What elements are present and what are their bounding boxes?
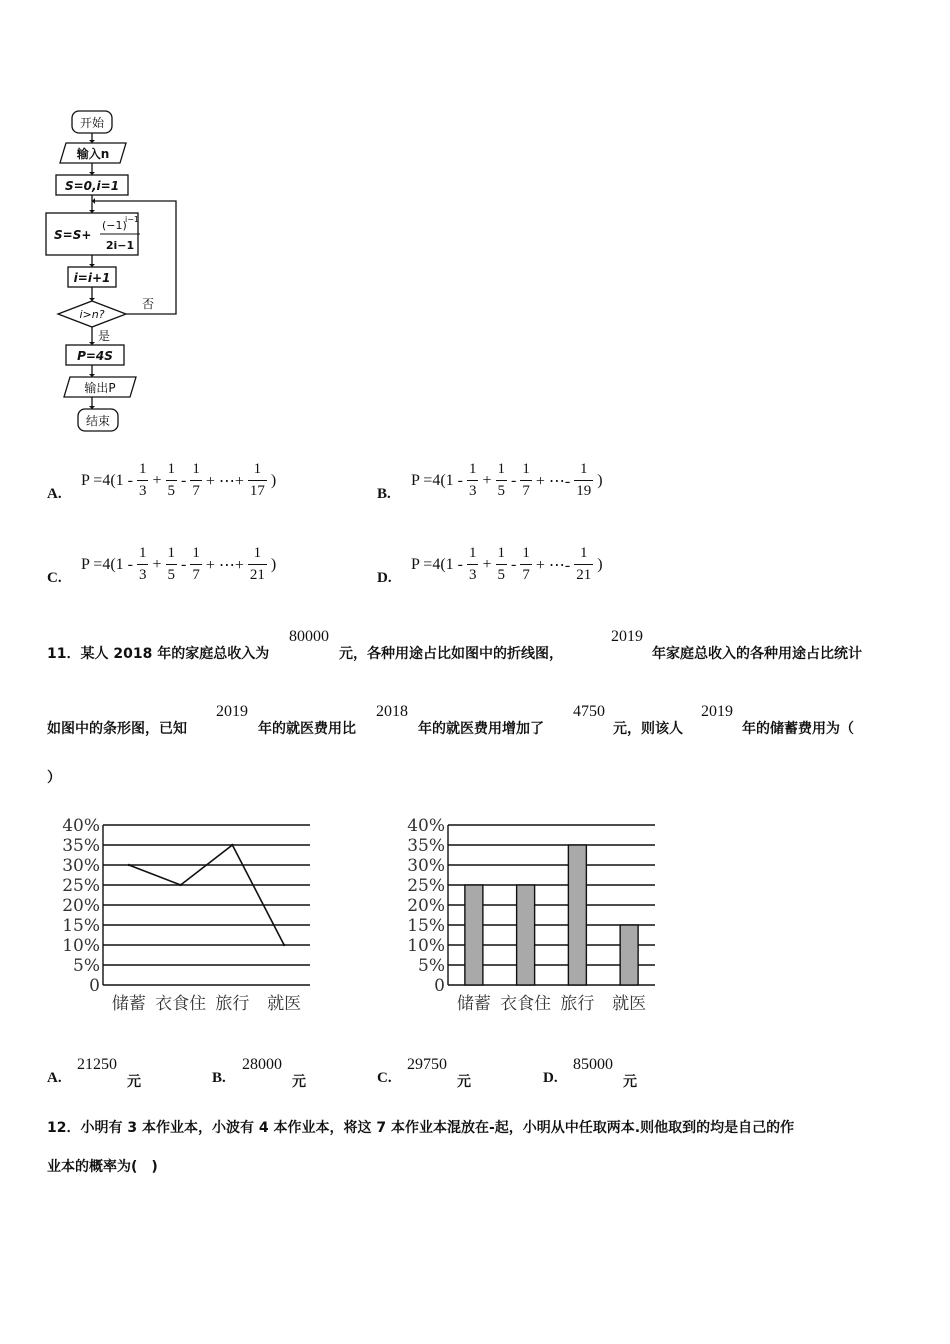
y-tick-label: 30% [407,856,445,876]
formula-operator: + [152,555,162,573]
q11-line2-n5: 4750 [573,703,605,720]
formula-operator: + ⋯- [535,556,571,574]
q11-line2-t4: 如图中的条形图，已知 [47,721,187,737]
q11-option-3-unit: 元 [623,1074,637,1090]
q11-option-1-label[interactable]: B. [212,1070,226,1086]
y-tick-label: 5% [73,956,100,976]
q10-option-3-label[interactable]: D. [377,570,392,586]
bar [517,885,535,985]
x-category-label: 储蓄 [456,994,491,1014]
x-category-label: 就医 [612,994,647,1014]
line-chart-2018 [55,815,320,1020]
q11-line2-n6: 2019 [701,703,733,720]
q11-line1-t2: 元，各种用途占比如图中的折线图， [339,646,563,662]
y-tick-label: 40% [62,816,100,836]
x-category-label: 就医 [267,994,302,1014]
q11-line3-t9: ） [47,770,61,786]
x-category-label: 旅行 [560,994,595,1014]
y-tick-label: 20% [407,896,445,916]
flow-assign: P=4S [77,349,113,363]
fraction: $\frac{1}{3}$ [468,461,477,499]
formula-operator: + [482,471,492,489]
flow-output: 输出P [84,381,116,395]
fraction: $\frac{1}{3}$ [138,545,147,583]
q11-line1-t1: 11．某人 2018 年的家庭总收入为 [47,646,270,662]
q11-line1-n1: 80000 [289,628,329,645]
q11-line2-t7: 元，则该人 [613,721,683,737]
y-tick-label: 10% [407,936,445,956]
y-tick-label: 15% [62,916,100,936]
y-tick-label: 15% [407,916,445,936]
formula-operator: - [511,471,517,489]
q11-line1-n2: 2019 [611,628,643,645]
flow-increment: i=i+1 [73,271,111,285]
fraction: $\frac{1}{19}$ [576,461,592,499]
fraction: $\frac{1}{5}$ [497,545,506,583]
q12-line2: 业本的概率为( ) [47,1159,158,1175]
fraction: $\frac{1}{7}$ [192,545,200,583]
formula-operator: + ⋯+ [205,556,244,574]
y-tick-label: 0 [89,976,100,996]
fraction: $\frac{1}{7}$ [522,461,530,499]
q11-option-1-unit: 元 [292,1074,306,1090]
q11-option-0-unit: 元 [127,1074,141,1090]
flow-update-den: 2i−1 [105,239,135,252]
q11-line2-t8: 年的储蓄费用为（ [742,721,854,737]
fraction: $\frac{1}{7}$ [192,461,200,499]
y-tick-label: 10% [62,936,100,956]
fraction: $\frac{1}{3}$ [468,545,477,583]
q11-option-0-value: 21250 [77,1056,117,1073]
q11-line2-n3: 2019 [216,703,248,720]
formula-operator: + [482,555,492,573]
formula-operator: - [511,555,517,573]
flowchart [40,105,190,440]
y-tick-label: 35% [62,836,100,856]
flow-update-left: S=S+ [54,228,92,242]
formula-operator: - [181,555,187,573]
bar-chart-2019 [400,815,665,1020]
formula-operator: + ⋯- [535,472,571,490]
y-tick-label: 25% [407,876,445,896]
fraction: $\frac{1}{17}$ [249,461,265,499]
y-tick-label: 30% [62,856,100,876]
y-tick-label: 40% [407,816,445,836]
q10-option-3-formula [409,546,605,583]
q10-option-2-label[interactable]: C. [47,570,62,586]
flow-condition: i>n? [79,308,105,321]
formula-operator: ) [597,471,603,489]
bar [620,925,638,985]
data-point [128,864,130,866]
x-category-label: 衣食住 [155,994,207,1014]
q11-option-2-label[interactable]: C. [377,1070,392,1086]
q11-option-1-value: 28000 [242,1056,282,1073]
formula-operator: ) [270,471,277,489]
q10-option-1-label[interactable]: B. [377,486,391,502]
formula-operator: + [152,471,162,489]
flow-end: 结束 [85,414,111,428]
fraction: $\frac{1}{5}$ [497,461,506,499]
q10-option-1-formula [409,462,605,499]
formula-operator: + ⋯+ [205,472,244,490]
y-tick-label: 35% [407,836,445,856]
formula-operator: - [181,471,187,489]
q11-option-3-label[interactable]: D. [543,1070,558,1086]
fraction: $\frac{1}{3}$ [138,461,147,499]
x-category-label: 旅行 [215,994,250,1014]
q11-option-0-label[interactable]: A. [47,1070,62,1086]
formula-operator: ) [270,555,277,573]
bar [568,845,586,985]
y-tick-label: 20% [62,896,100,916]
bar [465,885,483,985]
y-tick-label: 25% [62,876,100,896]
q10-option-0-label[interactable]: A. [47,486,62,502]
data-point [283,944,285,946]
q11-line2-n4: 2018 [376,703,408,720]
q11-option-2-unit: 元 [457,1074,471,1090]
formula-prefix: P =4(1 - [411,471,463,489]
flow-no-label: 否 [142,297,155,311]
q11-option-3-value: 85000 [573,1056,613,1073]
formula-prefix: P =4(1 - [411,555,463,573]
q10-option-2-formula [79,546,278,583]
fraction: $\frac{1}{7}$ [522,545,530,583]
q12-line1: 12．小明有 3 本作业本，小波有 4 本作业本，将这 7 本作业本混放在-起，小明从中任取两本.则他取到的均是自己的作 [47,1120,795,1136]
fraction: $\frac{1}{21}$ [249,545,265,583]
fraction: $\frac{1}{5}$ [167,545,176,583]
q11-line2-t6: 年的就医费用增加了 [418,721,544,737]
flow-start: 开始 [79,116,105,130]
series-line [129,845,284,945]
flow-input: 输入n [76,147,110,161]
formula-prefix: P =4(1 - [81,471,133,489]
x-category-label: 储蓄 [111,994,146,1014]
data-point [179,884,181,886]
formula-operator: ) [597,555,603,573]
flow-yes-label: 是 [98,329,111,343]
fraction: $\frac{1}{5}$ [167,461,176,499]
flow-init: S=0,i=1 [64,179,120,193]
q11-option-2-value: 29750 [407,1056,447,1073]
flow-update-num: (−1) [102,219,127,232]
flow-update-exp: i−1 [125,215,140,224]
formula-prefix: P =4(1 - [81,555,133,573]
q10-option-0-formula [79,462,278,499]
y-tick-label: 0 [434,976,445,996]
data-point [231,844,233,846]
q11-line2-t5: 年的就医费用比 [258,721,356,737]
q11-line1-t3: 年家庭总收入的各种用途占比统计 [652,646,862,662]
y-tick-label: 5% [418,956,445,976]
x-category-label: 衣食住 [500,994,552,1014]
fraction: $\frac{1}{21}$ [576,545,592,583]
